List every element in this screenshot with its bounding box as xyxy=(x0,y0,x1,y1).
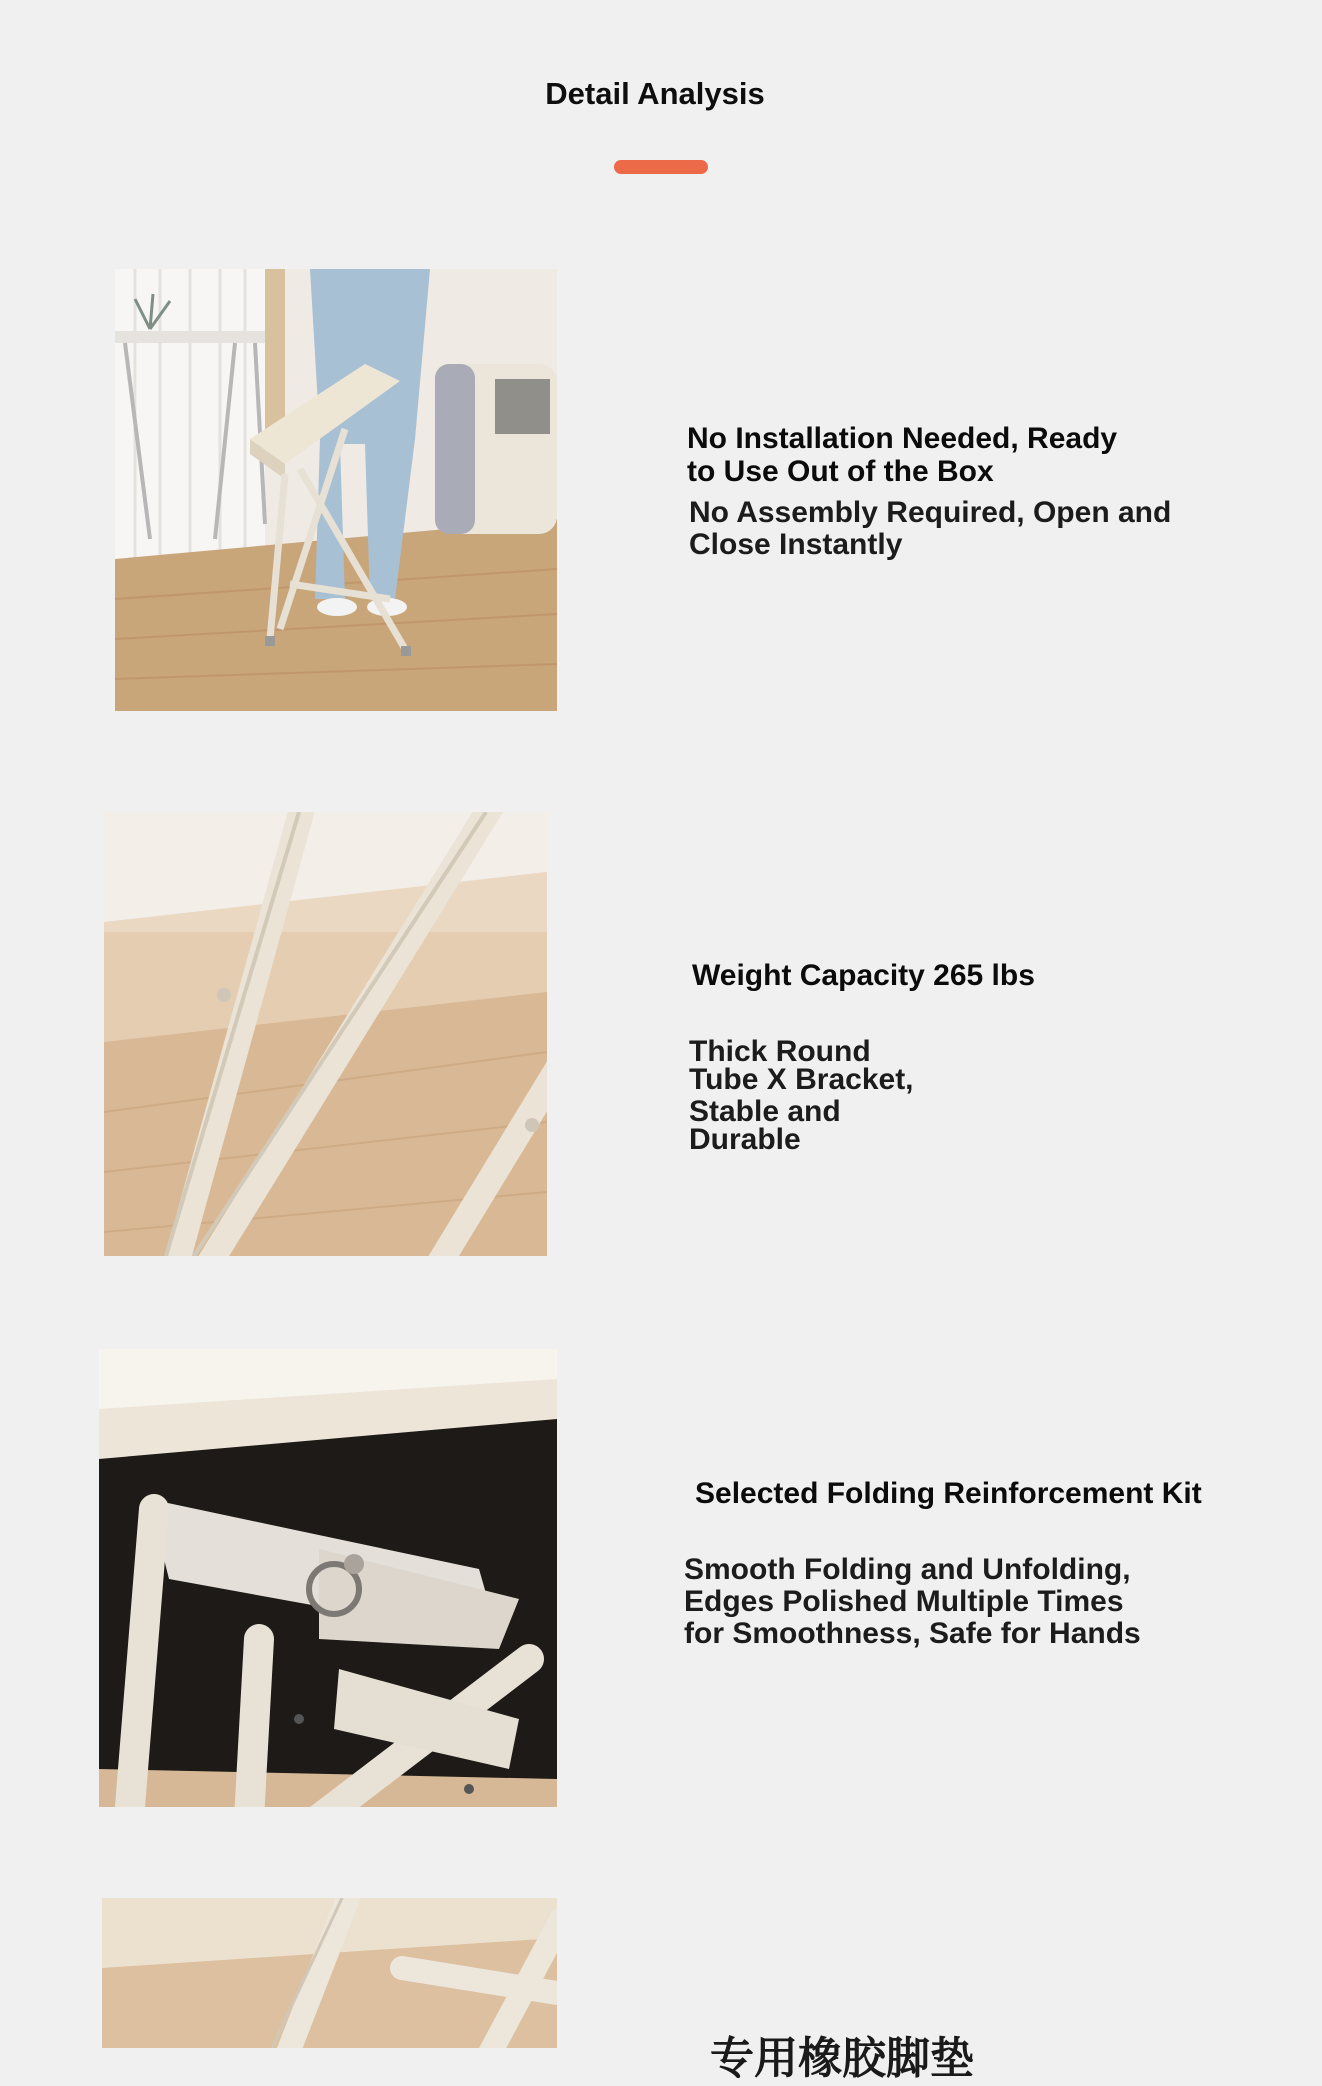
feature-4-heading: 专用橡胶脚垫 xyxy=(710,2033,974,2084)
title-accent-bar xyxy=(614,160,708,174)
feature-3-description: Smooth Folding and Unfolding, Edges Polished Multiple Times for Smoothness, Safe for Hands xyxy=(684,1553,1141,1650)
feature-3-heading: Selected Folding Reinforcement Kit xyxy=(695,1477,1202,1510)
feature-2-heading: Weight Capacity 265 lbs xyxy=(692,959,1035,992)
x-bracket-photo xyxy=(104,812,547,1256)
feature-1-description: No Assembly Required, Open and Close Instantly xyxy=(689,496,1172,561)
folding-hinge-photo xyxy=(99,1349,557,1807)
rubber-foot-pad-photo xyxy=(102,1898,557,2048)
page-title: Detail Analysis xyxy=(545,76,765,111)
feature-2-description: Thick Round Tube X Bracket, Stable and Durable xyxy=(689,1035,914,1156)
stool-carry-photo xyxy=(115,269,557,711)
feature-1-heading: No Installation Needed, Ready to Use Out of the Box xyxy=(687,422,1118,488)
